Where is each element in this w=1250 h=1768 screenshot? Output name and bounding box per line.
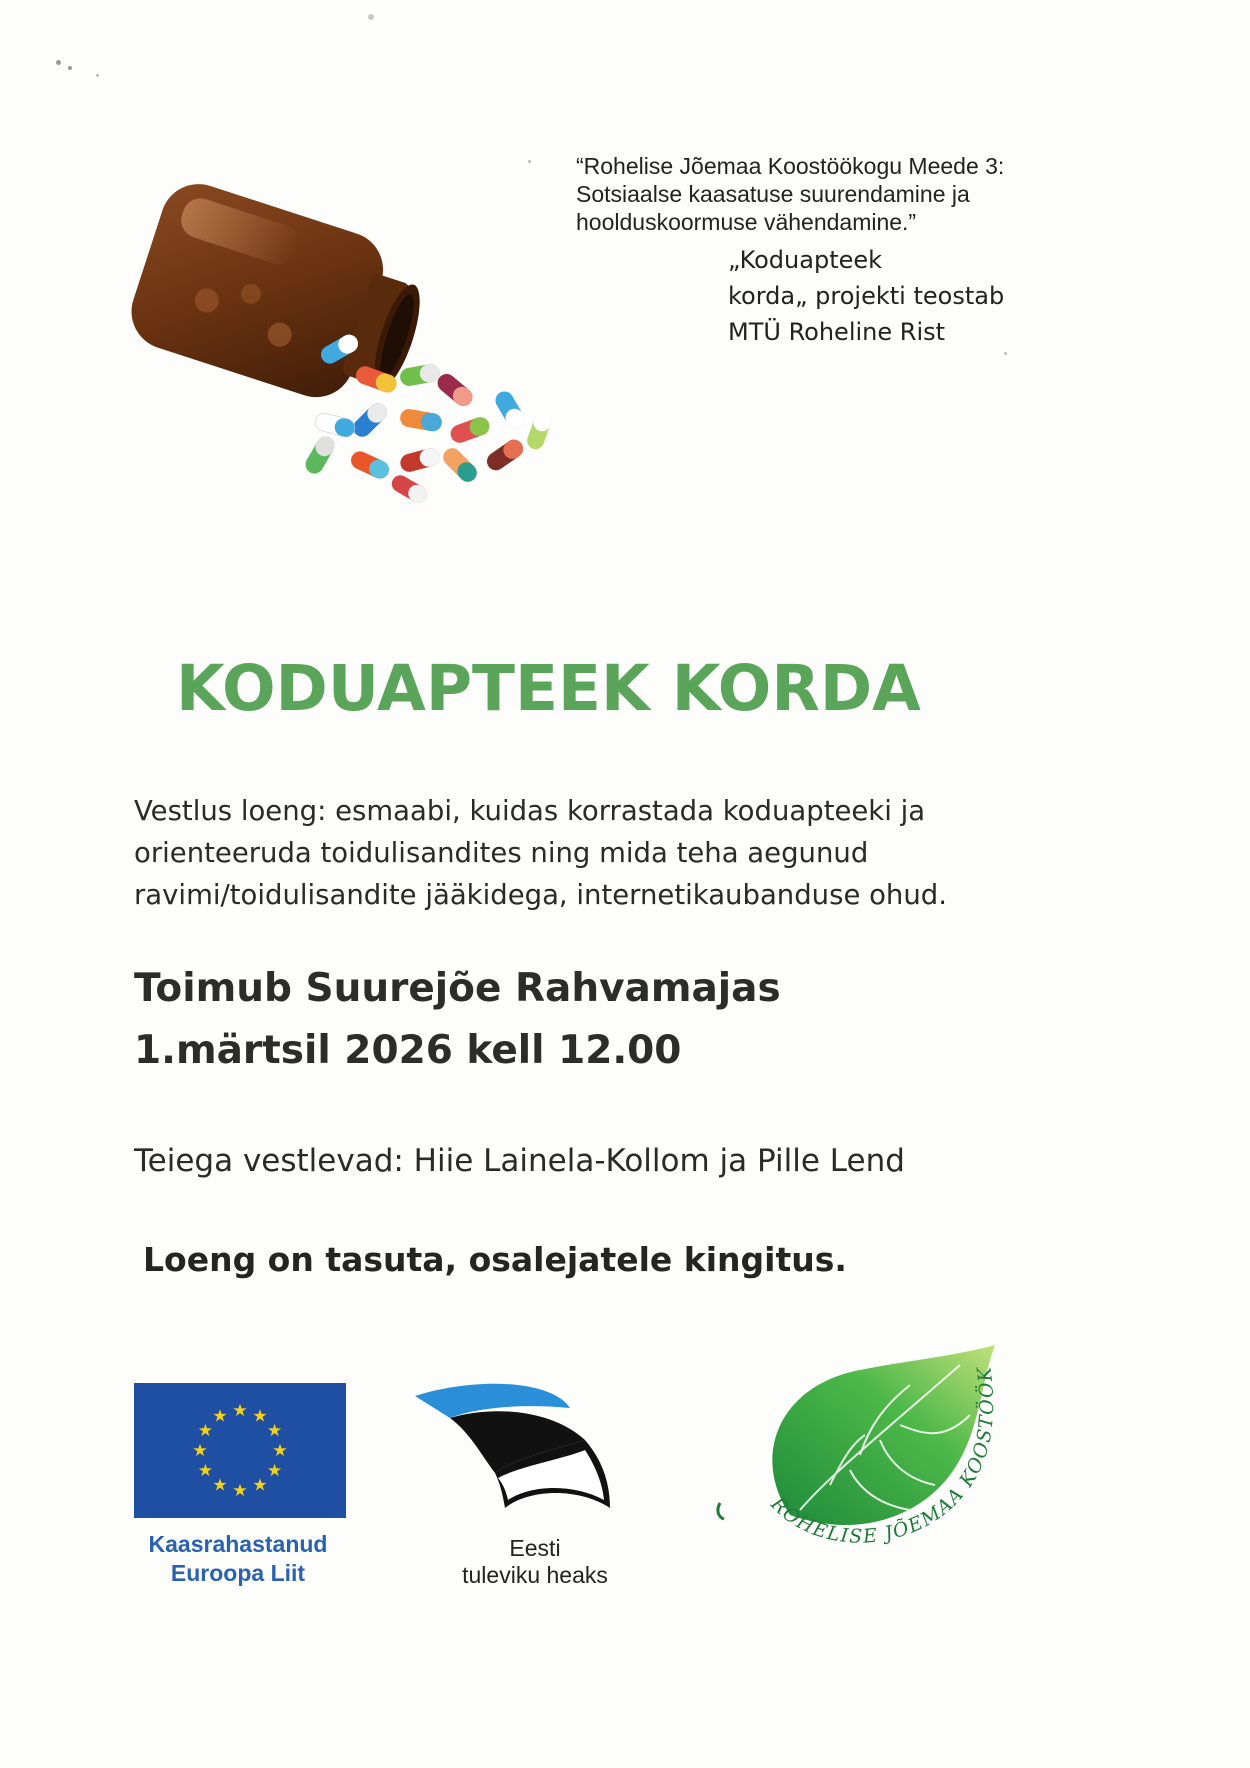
speakers: Teiega vestlevad: Hiie Lainela-Kollom ja Pille Lend: [134, 1143, 905, 1179]
eu-star-icon: ★: [232, 1481, 248, 1501]
eu-star-icon: ★: [252, 1475, 268, 1496]
eu-star-icon: ★: [197, 1461, 213, 1481]
description-line: orienteeruda toidulisandites ning mida teha aegunud: [134, 837, 869, 869]
eu-star-icon: ★: [252, 1406, 268, 1427]
event-place: Toimub Suurejõe Rahvamajas: [134, 966, 781, 1011]
estonia-caption-line: Eesti: [509, 1535, 561, 1561]
eu-star-icon: ★: [272, 1441, 288, 1461]
project-line: MTÜ Roheline Rist: [728, 318, 946, 346]
project-line: korda„ projekti teostab: [728, 282, 1005, 310]
free-note: Loeng on tasuta, osalejatele kingitus.: [143, 1240, 847, 1279]
eu-star-icon: ★: [212, 1406, 228, 1427]
eu-star-icon: ★: [267, 1461, 283, 1481]
estonia-caption-line: tuleviku heaks: [462, 1562, 608, 1588]
program-quote: [576, 152, 1096, 236]
event-place-time: [134, 958, 781, 1082]
eu-star-icon: ★: [192, 1441, 208, 1461]
eu-star-icon: ★: [197, 1421, 213, 1441]
eu-star-icon: ★: [212, 1475, 228, 1496]
rohelise-joemaa-logo: [710, 1345, 1050, 1565]
page-title: KODUAPTEEK KORDA: [176, 652, 921, 725]
logo-ring-text: ROHELISE JÕEMAA KOOSTÖÖK: [766, 1365, 999, 1548]
estonia-caption: [420, 1535, 650, 1589]
estonia-future-logo: [410, 1378, 620, 1538]
description-line: Vestlus loeng: esmaabi, kuidas korrastada koduapteeki ja: [134, 795, 926, 827]
project-info: [728, 242, 1058, 350]
eu-caption-line: Euroopa Liit: [170, 1560, 306, 1586]
description-line: ravimi/toidulisandite jääkidega, internetikaubanduse ohud.: [134, 879, 947, 911]
quote-line: “Rohelise Jõemaa Koostöökogu Meede 3:: [576, 153, 1005, 179]
quote-line: Sotsiaalse kaasatuse suurendamine ja: [576, 181, 970, 207]
event-description: [134, 790, 1134, 916]
event-datetime: 1.märtsil 2026 kell 12.00: [134, 1028, 682, 1073]
pill-bottle-image: [120, 180, 560, 510]
eu-caption-line: Kaasrahastanud: [148, 1531, 328, 1557]
eu-star-icon: ★: [267, 1421, 283, 1441]
eu-star-icon: ★: [232, 1401, 248, 1421]
quote-line: hoolduskoormuse vähendamine.”: [576, 209, 917, 235]
eu-caption: [118, 1530, 358, 1588]
eu-flag-logo: [134, 1383, 346, 1518]
project-line: „Koduapteek: [728, 246, 883, 274]
